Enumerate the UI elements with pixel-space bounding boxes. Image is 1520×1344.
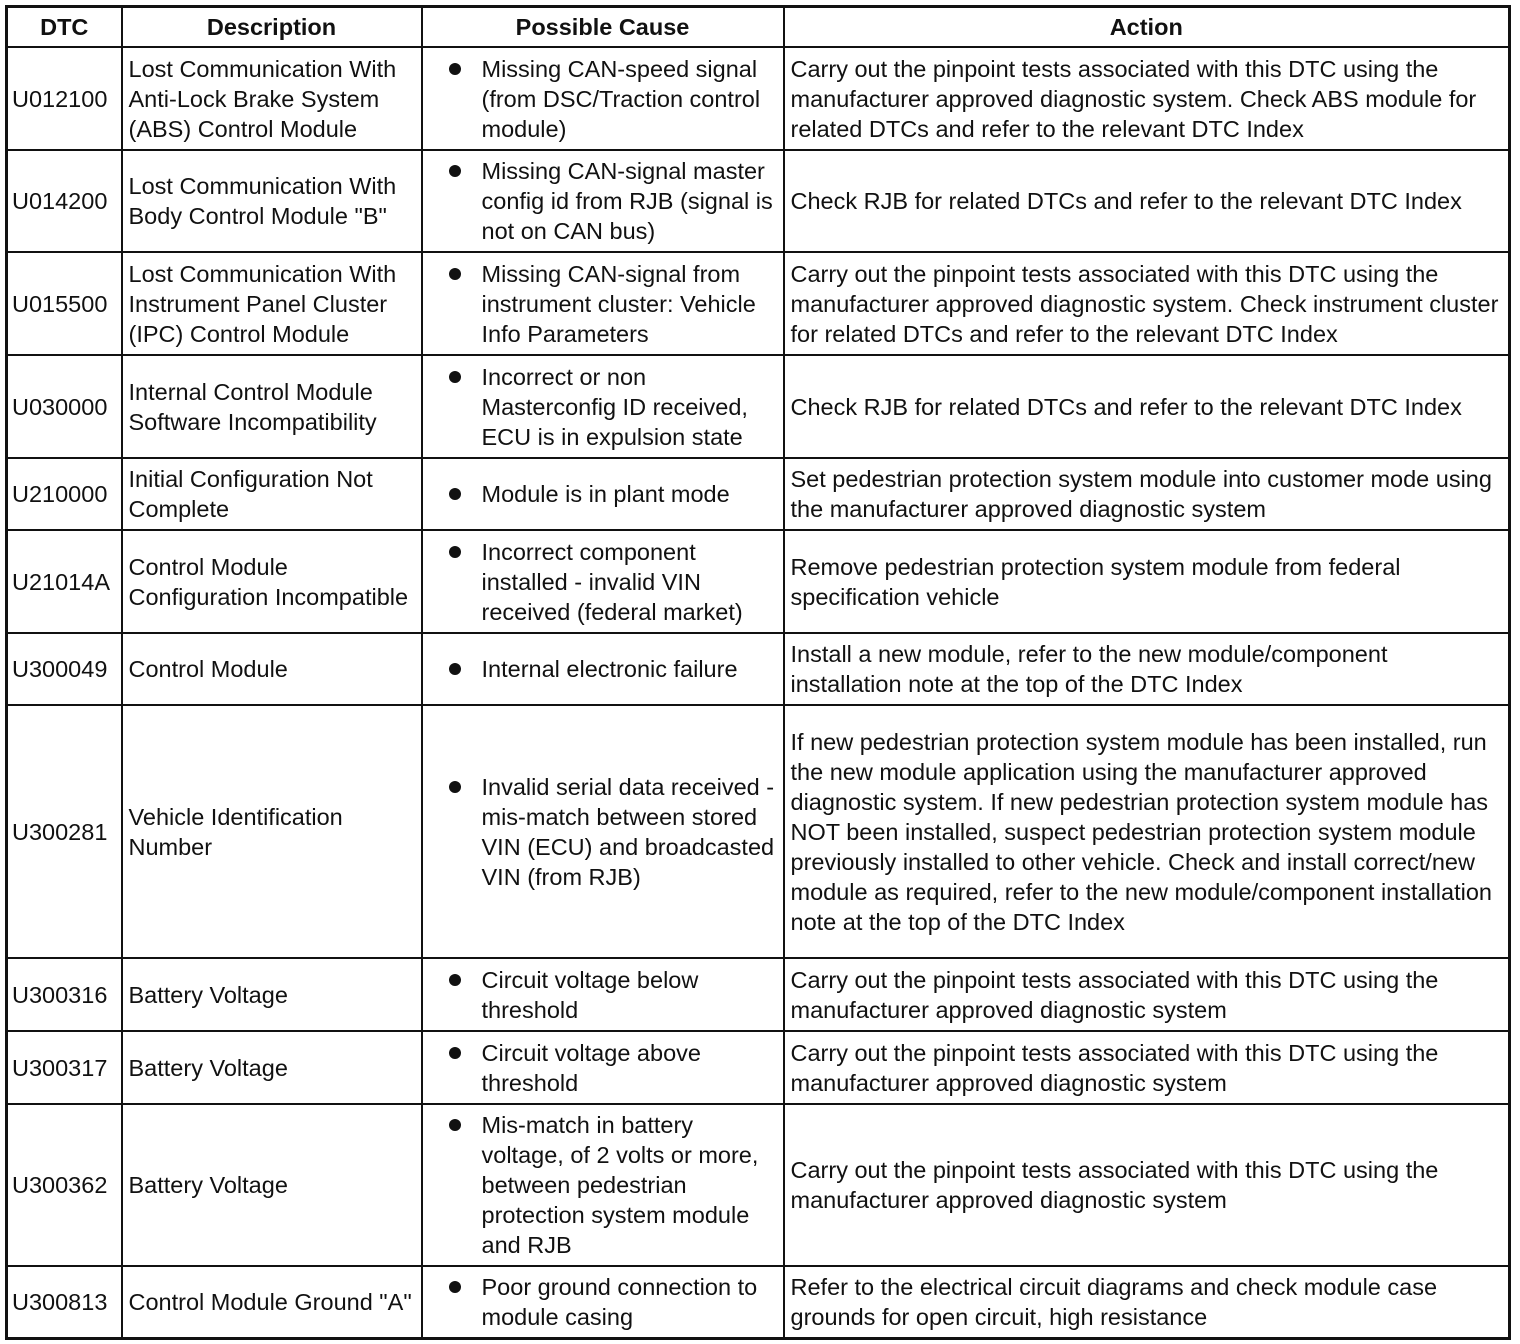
action-cell: Install a new module, refer to the new module/component installation note at the top of the DTC Index bbox=[784, 633, 1510, 705]
description-cell: Control Module Configuration Incompatible bbox=[122, 530, 422, 633]
table-row bbox=[7, 150, 1510, 252]
cause-cell bbox=[422, 633, 784, 705]
action-cell: Check RJB for related DTCs and refer to the relevant DTC Index bbox=[784, 150, 1510, 252]
description-cell: Lost Communication With Body Control Module "B" bbox=[122, 150, 422, 252]
bullet-icon bbox=[449, 1281, 461, 1293]
table-row bbox=[7, 458, 1510, 530]
action-cell: Carry out the pinpoint tests associated with this DTC using the manufacturer approved diagnostic system bbox=[784, 1031, 1510, 1104]
dtc-code: U300049 bbox=[7, 633, 122, 705]
header-dtc: DTC bbox=[7, 7, 122, 48]
bullet-icon bbox=[449, 1119, 461, 1131]
action-cell: Carry out the pinpoint tests associated with this DTC using the manufacturer approved diagnostic system. Check ABS module for related DTCs and refer to the relevant DTC Index bbox=[784, 47, 1510, 150]
dtc-code: U300813 bbox=[7, 1266, 122, 1338]
cause-cell bbox=[422, 1104, 784, 1266]
dtc-table bbox=[5, 5, 1511, 1340]
cause-cell bbox=[422, 1031, 784, 1104]
cause-text: Circuit voltage above threshold bbox=[481, 1039, 701, 1096]
cause-cell bbox=[422, 958, 784, 1031]
dtc-code: U030000 bbox=[7, 355, 122, 458]
bullet-icon bbox=[449, 974, 461, 986]
action-cell: Refer to the electrical circuit diagrams and check module case grounds for open circuit, high resistance bbox=[784, 1266, 1510, 1338]
bullet-icon bbox=[449, 663, 461, 675]
bullet-icon bbox=[449, 781, 461, 793]
action-cell: Set pedestrian protection system module into customer mode using the manufacturer approved diagnostic system bbox=[784, 458, 1510, 530]
bullet-icon bbox=[449, 1047, 461, 1059]
table-row bbox=[7, 1266, 1510, 1338]
table-row bbox=[7, 633, 1510, 705]
cause-cell bbox=[422, 530, 784, 633]
dtc-code: U300362 bbox=[7, 1104, 122, 1266]
cause-cell bbox=[422, 47, 784, 150]
dtc-code: U210000 bbox=[7, 458, 122, 530]
description-cell: Lost Communication With Anti-Lock Brake System (ABS) Control Module bbox=[122, 47, 422, 150]
description-cell: Lost Communication With Instrument Panel Cluster (IPC) Control Module bbox=[122, 252, 422, 355]
dtc-code: U300281 bbox=[7, 705, 122, 958]
cause-text: Mis-match in battery voltage, of 2 volts or more, between pedestrian protection system module and RJB bbox=[481, 1112, 759, 1258]
cause-text: Incorrect or non Masterconfig ID received, ECU is in expulsion state bbox=[481, 363, 748, 450]
description-cell: Initial Configuration Not Complete bbox=[122, 458, 422, 530]
bullet-icon bbox=[449, 165, 461, 177]
cause-text: Module is in plant mode bbox=[481, 481, 730, 507]
bullet-icon bbox=[449, 488, 461, 500]
dtc-code: U014200 bbox=[7, 150, 122, 252]
cause-text: Invalid serial data received - mis-match between stored VIN (ECU) and broadcasted VIN (from RJB) bbox=[481, 773, 775, 890]
cause-text: Poor ground connection to module casing bbox=[481, 1273, 758, 1330]
action-cell: Remove pedestrian protection system module from federal specification vehicle bbox=[784, 530, 1510, 633]
table-row bbox=[7, 355, 1510, 458]
cause-cell bbox=[422, 150, 784, 252]
bullet-icon bbox=[449, 371, 461, 383]
action-cell: If new pedestrian protection system module has been installed, run the new module application using the manufacturer approved diagnostic system. If new pedestrian protection system module has NOT been installed, suspect pedestrian protection system module previously installed to other vehicle. Check and install correct/new module as required, refer to the new module/component installation note at the top of the DTC Index bbox=[784, 705, 1510, 958]
cause-text: Internal electronic failure bbox=[481, 656, 738, 682]
table-row bbox=[7, 252, 1510, 355]
dtc-code: U012100 bbox=[7, 47, 122, 150]
bullet-icon bbox=[449, 63, 461, 75]
header-action: Action bbox=[784, 7, 1510, 48]
cause-text: Circuit voltage below threshold bbox=[481, 966, 699, 1023]
description-cell: Vehicle Identification Number bbox=[122, 705, 422, 958]
action-cell: Check RJB for related DTCs and refer to the relevant DTC Index bbox=[784, 355, 1510, 458]
header-possible-cause: Possible Cause bbox=[422, 7, 784, 48]
cause-text: Incorrect component installed - invalid VIN received (federal market) bbox=[481, 538, 743, 625]
description-cell: Control Module bbox=[122, 633, 422, 705]
cause-cell bbox=[422, 355, 784, 458]
description-cell: Battery Voltage bbox=[122, 1104, 422, 1266]
description-cell: Control Module Ground "A" bbox=[122, 1266, 422, 1338]
table-row bbox=[7, 47, 1510, 150]
table-row bbox=[7, 705, 1510, 958]
dtc-code: U015500 bbox=[7, 252, 122, 355]
dtc-code: U21014A bbox=[7, 530, 122, 633]
table-row bbox=[7, 958, 1510, 1031]
table-header-row bbox=[7, 7, 1510, 48]
cause-cell bbox=[422, 1266, 784, 1338]
action-cell: Carry out the pinpoint tests associated with this DTC using the manufacturer approved diagnostic system bbox=[784, 958, 1510, 1031]
bullet-icon bbox=[449, 268, 461, 280]
description-cell: Internal Control Module Software Incompatibility bbox=[122, 355, 422, 458]
header-description: Description bbox=[122, 7, 422, 48]
cause-text: Missing CAN-signal master config id from RJB (signal is not on CAN bus) bbox=[481, 158, 773, 244]
table-row bbox=[7, 530, 1510, 633]
action-cell: Carry out the pinpoint tests associated with this DTC using the manufacturer approved diagnostic system bbox=[784, 1104, 1510, 1266]
bullet-icon bbox=[449, 546, 461, 558]
cause-text: Missing CAN-signal from instrument cluster: Vehicle Info Parameters bbox=[481, 260, 756, 347]
dtc-code: U300317 bbox=[7, 1031, 122, 1104]
table-row bbox=[7, 1104, 1510, 1266]
description-cell: Battery Voltage bbox=[122, 1031, 422, 1104]
cause-text: Missing CAN-speed signal (from DSC/Traction control module) bbox=[481, 55, 761, 142]
cause-cell bbox=[422, 252, 784, 355]
dtc-code: U300316 bbox=[7, 958, 122, 1031]
cause-cell bbox=[422, 705, 784, 958]
action-cell: Carry out the pinpoint tests associated with this DTC using the manufacturer approved diagnostic system. Check instrument cluster for related DTCs and refer to the relevant DTC Index bbox=[784, 252, 1510, 355]
description-cell: Battery Voltage bbox=[122, 958, 422, 1031]
cause-cell bbox=[422, 458, 784, 530]
table-row bbox=[7, 1031, 1510, 1104]
